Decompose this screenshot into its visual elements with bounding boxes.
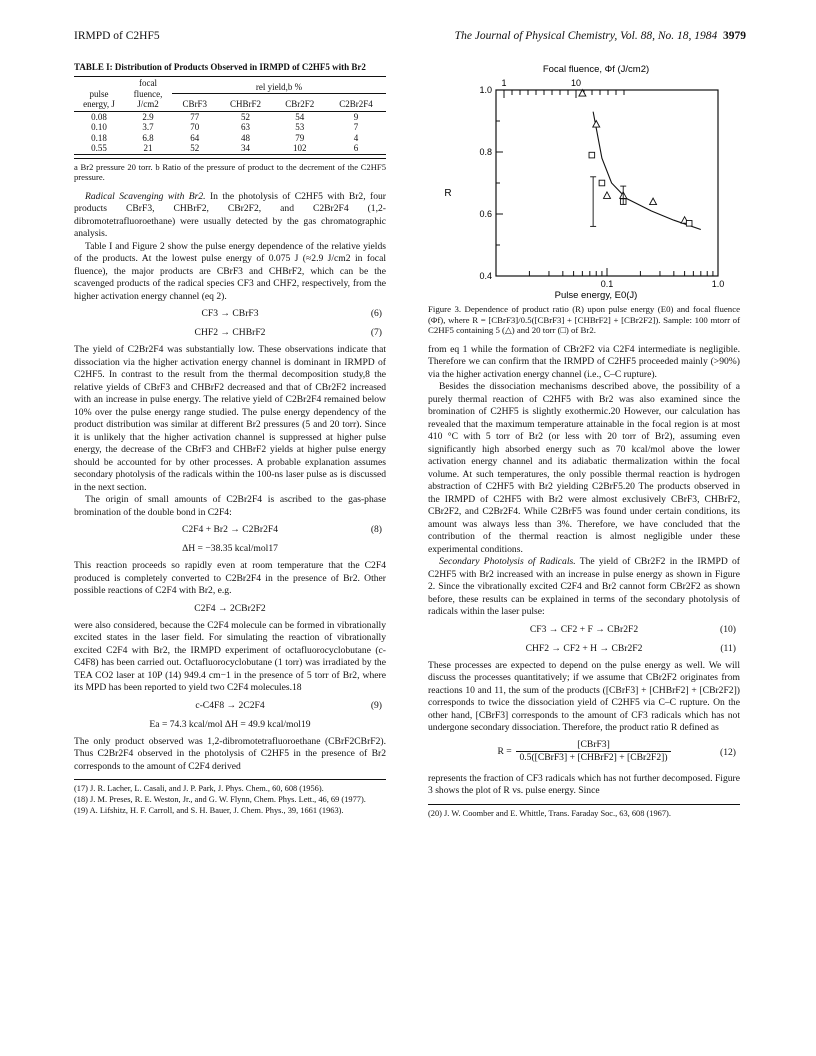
col-yield-header: rel yield,b % <box>172 77 386 94</box>
top-axis-label: Focal fluence, Φf (J/cm2) <box>542 64 650 75</box>
equation-6: CF3 → CBrF3 (6) <box>201 308 382 319</box>
paragraph: Table I and Figure 2 show the pulse energy dependence of the relative yields of the products. At the lowest pulse energy of 0.075 J (≈2.9 J/cm2 in focal fluence), the major products are CBrF3 and CHBrF2, which can be the scavenged products of the radical species CF3 and CHF2, respectively, from the higher activation energy channel (eq 2). <box>74 240 386 302</box>
table-cell-yield: 6 <box>353 143 359 153</box>
x-tick-label: 1.0 <box>711 279 725 289</box>
table-cell-yield: 52 <box>190 143 200 153</box>
table-cell-pulse: 0.18 <box>91 132 107 143</box>
paragraph: The only product observed was 1,2-dibromotetrafluoroethane (CBrF2CBrF2). Thus C2Br2F4 observed in the photolysis of C2HF5 in the presence of Br2 corresponds to the amount of C2F4 derived <box>74 735 386 772</box>
col-pulse-header: pulse energy, J <box>83 88 115 109</box>
plot-frame <box>496 90 718 276</box>
square-point <box>589 152 595 158</box>
equation-12: R = $\frac{\text{[CBrF3]}}{\text{0.5([CBrF3] + [CHBrF2] + [CBr2F2])}}$ (12) <box>497 738 736 763</box>
table1-footnote: a Br2 pressure 20 torr. b Ratio of the pressure of product to the decrement of the C2HF5 pressure. <box>74 158 386 183</box>
table-cell-yield: 7 <box>353 122 359 132</box>
fit-curve <box>593 112 701 230</box>
triangle-point <box>650 198 657 205</box>
table-row <box>74 122 386 133</box>
y-tick-label: 0.8 <box>479 147 492 157</box>
x-tick-label: 0.1 <box>600 279 614 289</box>
paragraph: represents the fraction of CF3 radicals which has not further decomposed. Figure 3 shows the plot of R vs. pulse energy. Since <box>428 772 740 796</box>
equation-9: c-C4F8 → 2C2F4 (9) <box>195 699 382 711</box>
left-column <box>74 62 386 817</box>
paragraph: The yield of C2Br2F4 was substantially low. These observations indicate that dissociation via the higher activation energy channel is dominant in IRMPD of C2HF5. In contrast to the result from the thermal decomposition study,8 the relative yields of CBrF3 and CHBrF2 decreased and that of CBr2F2 increased with an increase in pulse energy. The relative yield of C2Br2F4 remained below 10% over the pulse energy range studied. The pulse energy dependency of the product distribution was similar at different Br2 pressures (5 and 20 torr). Since it is unlikely that the higher activation channel is suppressed at higher pulse energy, the decrease of the CBrF3 and CHBrF2 yields at higher pulse energy should be accounted for by other processes. A probable explanation assumes secondary photolysis of the radicals within the 100-ns laser pulse as is discussed in the next section. <box>74 344 386 493</box>
equation-11: CHF2 → CF2 + H → CBr2F2 (11) <box>525 642 736 654</box>
eq12-numerator: [CBrF3] <box>516 739 670 753</box>
table-cell-yield: 79 <box>295 132 305 143</box>
reference: (18) J. M. Preses, R. E. Weston, Jr., and G. W. Flynn, Chem. Phys. Lett., 46, 69 (1977). <box>74 795 366 804</box>
x2-tick-label: 10 <box>570 78 582 88</box>
references-right <box>428 804 740 819</box>
square-point <box>686 221 692 227</box>
bottom-axis-label: Pulse energy, E0(J) <box>554 290 638 300</box>
reference: (17) J. R. Lacher, L. Casali, and J. P. Park, J. Phys. Chem., 60, 608 (1956). <box>74 784 324 793</box>
table-row <box>74 133 386 144</box>
table-cell-yield: 63 <box>240 122 250 132</box>
table-cell-yield: 102 <box>293 143 307 153</box>
equation-alt: C2F4 → 2CBr2F2 <box>194 602 266 614</box>
y-axis-label: R <box>444 188 452 199</box>
equation-8-enthalpy: ΔH = −38.35 kcal/mol17 <box>182 543 278 554</box>
reference: (19) A. Lifshitz, H. F. Carroll, and S. H. Bauer, J. Chem. Phys., 39, 1661 (1963). <box>74 806 344 815</box>
paragraph: This reaction proceeds so rapidly even at room temperature that the C2F4 produced is completely converted to C2Br2F4 in the presence of Br2. Other possible reactions of C2F4 with Br2, e.g. <box>74 560 386 596</box>
triangle-point <box>604 192 611 199</box>
col-product: CBrF3 <box>182 99 208 109</box>
table-cell-yield: 48 <box>240 132 250 143</box>
x2-tick-label: 1 <box>501 78 507 88</box>
table-cell-fluence: 3.7 <box>142 122 154 132</box>
eq12-denominator: 0.5([CBrF3] + [CHBrF2] + [CBr2F2]) <box>519 752 668 763</box>
col-product: CHBrF2 <box>229 99 261 109</box>
table-cell-fluence: 21 <box>143 143 153 153</box>
table-cell-pulse: 0.10 <box>91 122 107 132</box>
equation-7: CHF2 → CHBrF2 (7) <box>194 327 382 338</box>
equation-10: CF3 → CF2 + F → CBr2F2 (10) <box>529 623 736 635</box>
table-cell-yield: 52 <box>240 111 250 122</box>
table1 <box>74 76 386 155</box>
table-cell-yield: 53 <box>295 122 305 132</box>
col-product: CBr2F2 <box>285 99 315 109</box>
running-header-right <box>455 30 746 42</box>
equation-8: C2F4 + Br2 → C2Br2F4 (8) <box>181 524 382 535</box>
right-column <box>428 62 740 820</box>
figure3-caption: Figure 3. Dependence of product ratio (R) upon pulse energy (E0) and focal fluence (Φf), where R = [CBrF3]/0.5([CBrF3] + [CHBrF2] + [CBr2F2]). Sample: 100 mtorr of C2HF5 containing 5 (△) and 20 torr (□) of Br2. <box>428 304 740 335</box>
paragraph: from eq 1 while the formation of CBr2F2 via C2F4 intermediate is negligible. Therefore we can confirm that the IRMPD of C2HF5 proceeded mainly (>90%) via the higher activation energy channel (i.e., C–C rupture). <box>428 343 740 380</box>
running-header-left: IRMPD of C2HF5 <box>74 30 160 42</box>
reference: (20) J. W. Coomber and E. Whittle, Trans. Faraday Soc., 63, 608 (1967). <box>428 808 671 818</box>
table-cell-yield: 70 <box>190 122 200 132</box>
table-cell-yield: 34 <box>240 143 250 153</box>
y-tick-label: 0.6 <box>479 209 492 219</box>
journal-citation: The Journal of Physical Chemistry, Vol. 88, No. 18, 1984 <box>454 30 718 42</box>
table-cell-fluence: 2.9 <box>142 111 154 122</box>
col-fluence-header: focal fluence, J/cm2 <box>133 78 163 109</box>
table-cell-yield: 54 <box>295 111 305 122</box>
table-cell-yield: 9 <box>353 111 359 122</box>
triangle-point <box>593 121 600 128</box>
table-row <box>74 143 386 154</box>
paragraph: The origin of small amounts of C2Br2F4 is ascribed to the gas-phase bromination of the double bond in C2F4: <box>74 494 386 518</box>
paragraph: Secondary Photolysis of Radicals. The yield of CBr2F2 in the IRMPD of C2HF5 with Br2 increased with an increase in pulse energy as shown in Figure 2. Since the vibrationally excited C2F4 and Br2 cannot form CBr2F2 as shown before, these results can be explained in terms of the secondary photolysis of radicals within the laser pulse: <box>428 556 740 617</box>
col-product: C2Br2F4 <box>339 99 373 109</box>
square-point <box>599 180 605 186</box>
table-cell-fluence: 6.8 <box>142 132 154 143</box>
references-left <box>74 779 386 816</box>
y-tick-label: 0.4 <box>479 271 492 281</box>
table-row <box>74 111 386 122</box>
paragraph: Besides the dissociation mechanisms described above, the possibility of a purely thermal reaction of C2HF5 with Br2 was also examined since the bromination of C2HF5 is slightly exothermic.20 However, our calculation has revealed that the maximum temperature attainable in the focal region is at most 410 °C with 5 torr of Br2 (or less with 20 torr of Br2), assuming even significantly high absorbed energy such as 70 kcal/mol above the lower activation energy channel and its adiabatic thermalization within the focal volume. At such temperatures, the only possible thermal reaction is hydrogen abstraction of C2HF5 with Br2 yielding C2BrF5.20 The products observed in the IRMPD of C2HF5 with Br2 were almost exclusively CBrF3, CHBrF2, CBr2F2, and C2Br2F4. While C2BrF5 was found under certain conditions, its amount was always less than 3%. Therefore, we have concluded that the contribution of the thermal reaction is almost negligible under these experimental conditions. <box>428 381 740 555</box>
table-cell-pulse: 0.08 <box>91 111 107 122</box>
table-cell-yield: 64 <box>190 132 200 143</box>
page-number: 3979 <box>723 30 746 42</box>
table-cell-yield: 77 <box>190 111 200 122</box>
paragraph: These processes are expected to depend on the pulse energy as well. We will discuss the processes quantitatively; if we assume that CBr2F2 originates from reactions 10 and 11, the sum of the products ([CBrF3] + [CHBrF2] + [CBr2F2]) corresponds to twice the dissociation yield of C2HF5 via C–C rupture. On the other hand, [CBrF3] corresponds to the amount of CF3 radicals which has not undergone secondary dissociation. Therefore, the product ratio R defined as <box>428 659 740 733</box>
table1-title: TABLE I: Distribution of Products Observed in IRMPD of C2HF5 with Br2 <box>74 62 366 72</box>
figure3-svg <box>428 62 740 300</box>
equation-9-energies: Ea = 74.3 kcal/mol ΔH = 49.9 kcal/mol19 <box>149 718 311 730</box>
paragraph: were also considered, because the C2F4 molecule can be formed in vibrationally excited states in the laser field. For simulating the reaction of vibrationally excited C2F4 with Br2, the IRMPD experiment of octafluorocyclobutane (c-C4F8) has been carried out. Octafluorocyclobutane (1 torr) was irradiated by the TEA CO2 laser at 10P (14) 949.4 cm−1 in the presence of 5 torr of Br2, where its MPD has been reported to yield two C2F4 molecules.18 <box>74 619 386 693</box>
table-cell-yield: 4 <box>353 132 359 143</box>
y-tick-label: 1.0 <box>479 85 492 95</box>
figure3-plot <box>428 62 740 300</box>
table-cell-pulse: 0.55 <box>91 143 107 153</box>
paragraph: Radical Scavenging with Br2. In the photolysis of C2HF5 with Br2, four products CBrF3, CHBrF2, CBr2F2, and C2Br2F4 (1,2-dibromotetrafluoroethane) were usually detected by the gas chromatographic analysis. <box>74 190 386 239</box>
